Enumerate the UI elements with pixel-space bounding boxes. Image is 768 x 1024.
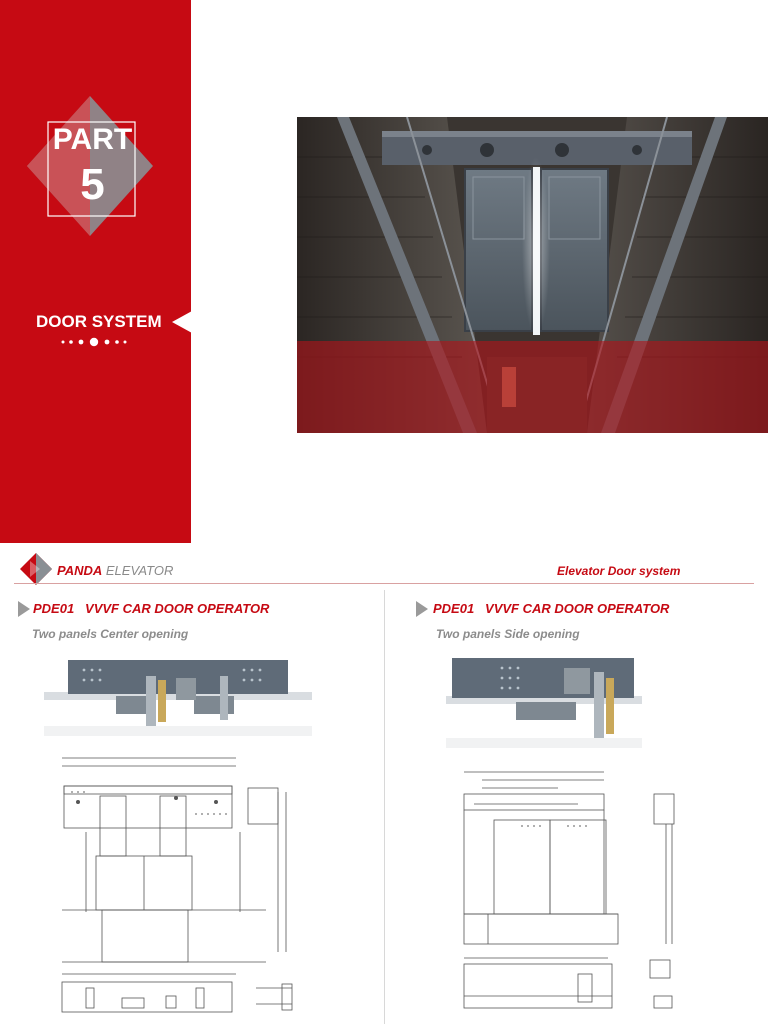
side-opening-technical-drawing <box>458 764 690 1024</box>
part-number: 5 <box>80 160 105 209</box>
section-title: DOOR SYSTEM <box>36 312 162 331</box>
section-cover-panel <box>0 0 191 543</box>
elevator-shaft-photo <box>297 117 768 433</box>
column-subtitle: Two panels Center opening <box>32 627 189 641</box>
column-divider <box>384 590 385 1024</box>
header-divider <box>14 583 754 584</box>
panda-logo-icon <box>20 553 52 585</box>
pagination-dots-icon <box>60 336 130 348</box>
column-subtitle: Two panels Side opening <box>436 627 580 641</box>
column-title: PDE01 VVVF CAR DOOR OPERATOR <box>33 601 270 616</box>
brand-name-secondary: ELEVATOR <box>105 563 174 578</box>
bullet-arrow-icon <box>416 601 428 617</box>
bullet-arrow-icon <box>18 601 30 617</box>
center-opening-operator-image <box>44 656 312 736</box>
part-label: PART <box>52 123 133 156</box>
pointer-notch-icon <box>172 311 192 333</box>
brand-name <box>57 563 173 579</box>
brand-name-primary: PANDA <box>57 563 103 578</box>
column-title: PDE01 VVVF CAR DOOR OPERATOR <box>433 601 670 616</box>
side-opening-operator-image <box>446 654 642 748</box>
document-title: Elevator Door system <box>557 564 681 578</box>
center-opening-technical-drawing <box>56 752 300 1024</box>
